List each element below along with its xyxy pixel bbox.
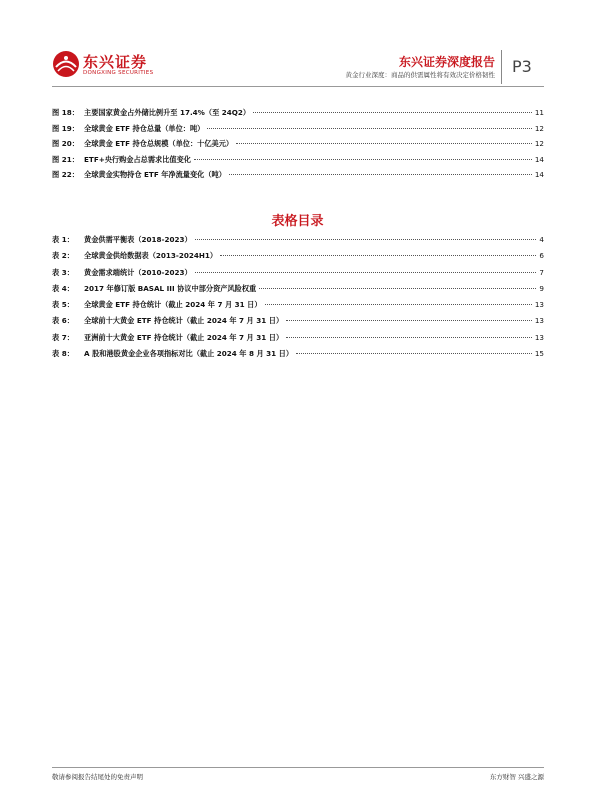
table-entry[interactable] [52, 284, 544, 300]
table-page: 7 [539, 267, 544, 277]
figure-title: 全球黄金 ETF 持仓总量（单位：吨） [84, 123, 205, 133]
table-page: 15 [534, 349, 544, 359]
table-page: 13 [534, 332, 544, 342]
table-number: 表 1： [52, 235, 74, 244]
leader-dots [207, 128, 531, 129]
figure-page: 11 [534, 108, 544, 117]
leader-dots [286, 320, 532, 321]
figure-entry[interactable] [52, 124, 544, 140]
logo-text-en: DONGXING SECURITIES [83, 70, 154, 76]
header-divider [501, 50, 502, 84]
footer-disclaimer: 敬请参阅报告结尾处的免责声明 [52, 773, 143, 781]
table-entry[interactable] [52, 333, 544, 349]
table-number: 表 2： [52, 251, 74, 261]
table-entry[interactable] [52, 300, 544, 316]
leader-dots [265, 304, 532, 305]
header-rule [52, 86, 544, 87]
report-name: 东兴证券深度报告 [398, 55, 495, 69]
leader-dots [220, 255, 536, 256]
leader-dots [194, 159, 532, 160]
figure-title: 全球黄金 ETF 持仓总规模（单位：十亿美元） [84, 139, 234, 148]
table-page: 4 [539, 235, 544, 244]
page-number: P3 [512, 57, 532, 76]
tables-section-title: 表格目录 [271, 214, 324, 229]
footer-slogan: 东方财智 兴盛之源 [489, 773, 544, 781]
footer-rule [52, 767, 544, 768]
table-page: 13 [534, 300, 544, 310]
figure-entry[interactable] [52, 108, 544, 124]
leader-dots [195, 239, 537, 240]
figure-title: 全球黄金实物持仓 ETF 年净流量变化（吨） [84, 170, 226, 179]
table-entry[interactable] [52, 251, 544, 267]
figure-entry[interactable] [52, 155, 544, 171]
table-number: 表 8： [52, 349, 74, 359]
figure-page: 14 [534, 154, 544, 164]
leader-dots [236, 143, 532, 144]
table-number: 表 3： [52, 267, 74, 277]
figure-entry[interactable] [52, 139, 544, 155]
table-title: 亚洲前十大黄金 ETF 持仓统计（截止 2024 年 7 月 31 日） [84, 332, 284, 342]
logo-mark-icon [52, 50, 80, 78]
report-subtitle: 黄金行业深度：商品的供需属性将有效决定价格韧性 [345, 71, 495, 79]
table-title: 全球前十大黄金 ETF 持仓统计（截止 2024 年 7 月 31 日） [84, 316, 284, 326]
figure-number: 图 21： [52, 154, 79, 164]
figure-number: 图 18： [52, 108, 79, 117]
leader-dots [286, 337, 532, 338]
figure-entry[interactable] [52, 170, 544, 186]
table-page: 9 [539, 283, 544, 293]
table-title: 全球黄金 ETF 持仓统计（截止 2024 年 7 月 31 日） [84, 300, 262, 310]
leader-dots [259, 288, 536, 289]
figure-number: 图 22： [52, 170, 79, 179]
table-page: 13 [534, 316, 544, 326]
table-number: 表 5： [52, 300, 74, 310]
figure-list [52, 108, 544, 186]
table-entry[interactable] [52, 268, 544, 284]
table-title: 黄金供需平衡表（2018-2023） [84, 235, 192, 244]
table-entry[interactable] [52, 235, 544, 251]
leader-dots [296, 353, 532, 354]
figure-page: 12 [534, 139, 544, 148]
table-number: 表 7： [52, 332, 74, 342]
leader-dots [253, 112, 532, 113]
figure-number: 图 19： [52, 123, 79, 133]
table-entry[interactable] [52, 349, 544, 365]
table-page: 6 [539, 251, 544, 261]
table-title: 全球黄金供给数据表（2013-2024H1） [84, 251, 218, 261]
figure-number: 图 20： [52, 139, 79, 148]
table-number: 表 6： [52, 316, 74, 326]
table-list [52, 235, 544, 365]
leader-dots [195, 272, 537, 273]
table-entry[interactable] [52, 316, 544, 332]
leader-dots [229, 174, 532, 175]
page-header [0, 0, 595, 95]
figure-title: 主要国家黄金占外储比例升至 17.4%（至 24Q2） [84, 108, 251, 117]
table-title: A 股和港股黄金企业各项指标对比（截止 2024 年 8 月 31 日） [84, 349, 294, 359]
figure-page: 14 [534, 170, 544, 179]
company-logo [52, 48, 152, 84]
table-title: 黄金需求端统计（2010-2023） [84, 267, 192, 277]
table-title: 2017 年修订版 BASAL III 协议中部分资产风险权重 [84, 283, 257, 293]
figure-page: 12 [534, 123, 544, 133]
figure-title: ETF+央行购金占总需求比值变化 [84, 154, 191, 164]
table-number: 表 4： [52, 283, 74, 293]
logo-text-cn: 东兴证券 [83, 53, 148, 71]
